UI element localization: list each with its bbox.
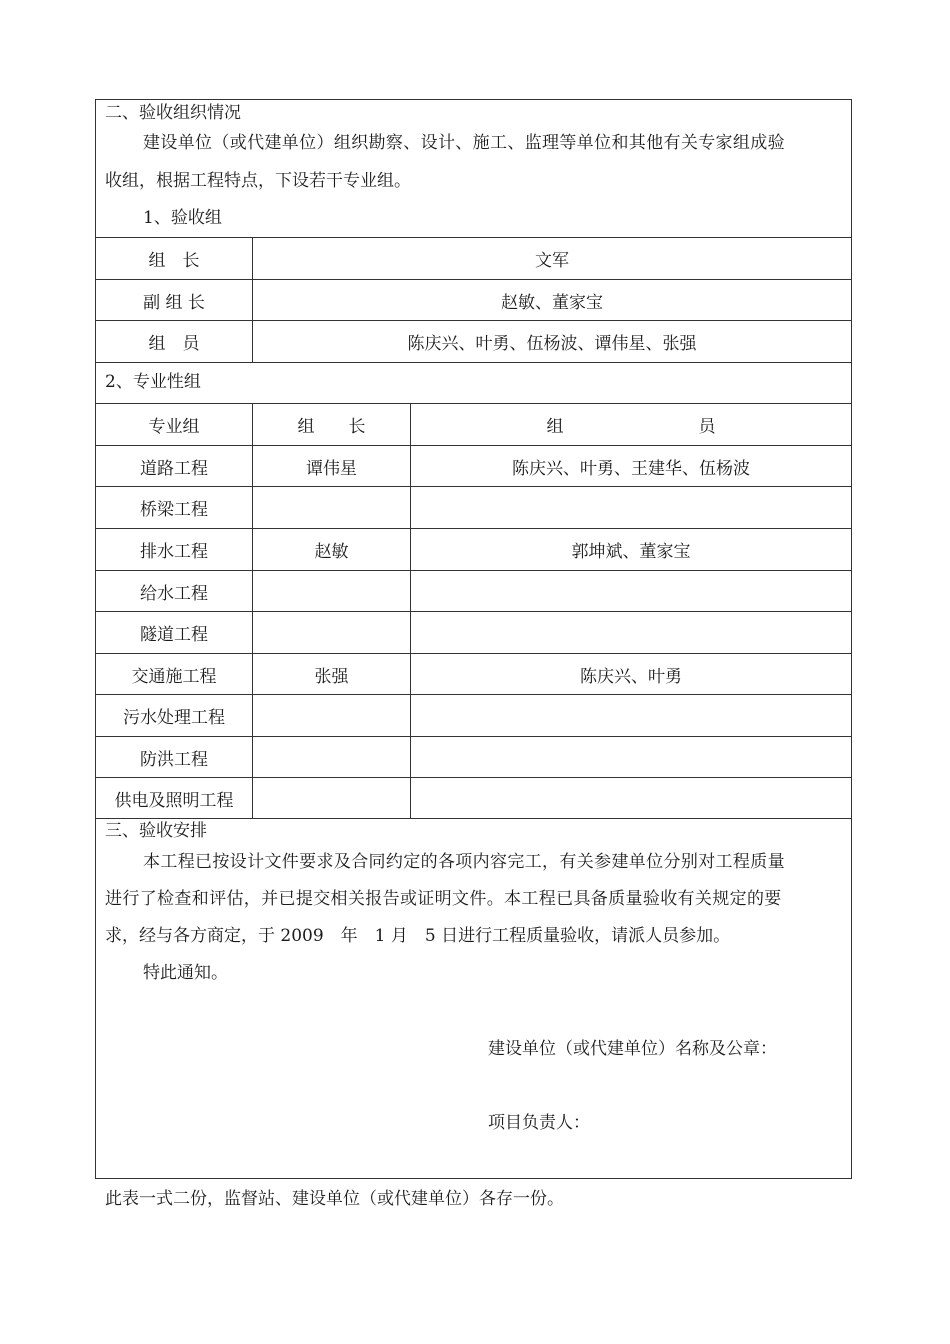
group1-role: 组 长 xyxy=(148,251,200,271)
group2-row-members xyxy=(411,612,851,653)
group2-header-members xyxy=(411,404,851,445)
group2-row-members: 陈庆兴、叶勇 xyxy=(580,666,682,687)
group1-names: 陈庆兴、叶勇、伍杨波、谭伟星、张强 xyxy=(407,334,697,354)
section2-intro-line1: 建设单位（或代建单位）组织勘察、设计、施工、监理等单位和其他有关专家组成验 xyxy=(143,133,785,153)
group1-names: 文军 xyxy=(535,251,569,271)
footnote: 此表一式二份，监督站、建设单位（或代建单位）各存一份。 xyxy=(105,1189,564,1209)
group2-row-members: 陈庆兴、叶勇、王建华、伍杨波 xyxy=(512,458,750,479)
group1-role: 副 组 长 xyxy=(143,292,205,313)
signature-unit-label: 建设单位（或代建单位）名称及公章： xyxy=(488,1039,777,1059)
section3-para-line2: 进行了检查和评估，并已提交相关报告或证明文件。本工程已具备质量验收有关规定的要 xyxy=(105,889,782,909)
section3-para-line1: 本工程已按设计文件要求及合同约定的各项内容完工，有关参建单位分别对工程质量 xyxy=(143,852,785,872)
group2-row-group: 排水工程 xyxy=(140,542,208,562)
group2-row-leader: 张强 xyxy=(314,666,349,687)
group2-header-members-a: 组 xyxy=(546,417,564,437)
group2-row-leader xyxy=(253,487,410,528)
group2-header-members-b: 员 xyxy=(698,417,716,437)
section3-notice: 特此通知。 xyxy=(143,963,228,983)
group2-header-group: 专业组 xyxy=(148,417,200,437)
group2-row-members xyxy=(411,571,851,611)
group1-title: 1、验收组 xyxy=(143,208,222,228)
group2-bottom-border xyxy=(96,818,851,819)
group2-row-leader xyxy=(253,737,410,777)
group2-row-leader xyxy=(253,612,410,653)
group1-bottom-border xyxy=(96,362,851,363)
group2-row-group: 隧道工程 xyxy=(140,625,208,645)
group2-row-leader xyxy=(253,778,410,818)
group1-names: 赵敏、董家宝 xyxy=(501,292,603,313)
group2-row-members: 郭坤斌、董家宝 xyxy=(571,542,691,562)
group2-row-group: 桥梁工程 xyxy=(140,500,208,520)
group2-row-group: 道路工程 xyxy=(140,458,208,479)
section3-para-line3: 求，经与各方商定，于 2009 年 1 月 5 日进行工程质量验收，请派人员参加。 xyxy=(105,926,731,946)
group1-role: 组 员 xyxy=(148,334,200,354)
group2-row-leader: 谭伟星 xyxy=(306,458,357,479)
section2-heading: 二、验收组织情况 xyxy=(105,103,241,123)
group2-row-leader: 赵敏 xyxy=(314,542,349,562)
group2-row-group: 防洪工程 xyxy=(140,749,208,770)
section3-heading: 三、验收安排 xyxy=(105,821,207,841)
section2-intro-line2: 收组，根据工程特点，下设若干专业组。 xyxy=(105,171,411,191)
group2-row-group: 供电及照明工程 xyxy=(114,790,234,811)
group2-row-members xyxy=(411,778,851,818)
group2-row-group: 污水处理工程 xyxy=(123,708,225,728)
acceptance-form xyxy=(95,99,852,1179)
group2-row-group: 给水工程 xyxy=(140,583,208,604)
group2-row-leader xyxy=(253,571,410,611)
signature-person-label: 项目负责人： xyxy=(488,1113,590,1133)
group2-row-members xyxy=(411,737,851,777)
group2-row-group: 交通施工程 xyxy=(131,666,217,687)
group2-header-leader: 组 长 xyxy=(297,417,366,437)
group2-row-leader xyxy=(253,695,410,736)
group2-row-members xyxy=(411,487,851,528)
group2-title: 2、专业性组 xyxy=(105,372,201,392)
group2-row-members xyxy=(411,695,851,736)
